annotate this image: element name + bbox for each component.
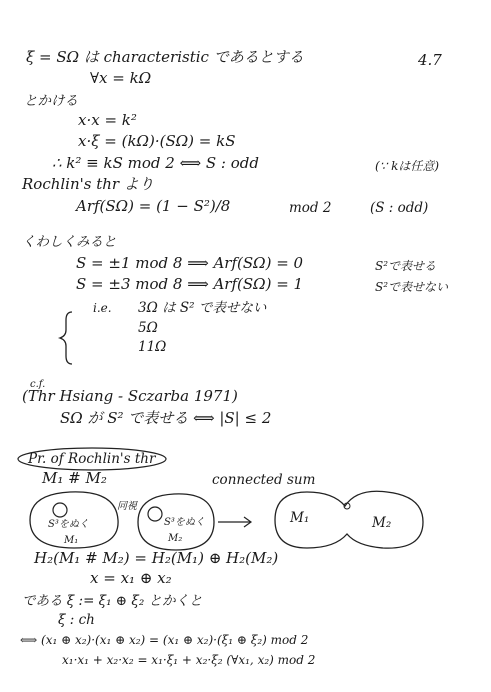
note-line: 3Ω は S² で表せない [138, 300, 267, 316]
note-line: connected sum [212, 472, 316, 488]
diagram-label: S³をぬく [48, 519, 89, 530]
note-line: S = ±3 mod 8 ⟹ Arf(SΩ) = 1 [76, 275, 304, 293]
diagram-label: 同視 [117, 501, 137, 512]
diagram-label: S³をぬく [164, 517, 205, 528]
note-line: Rochlin's thr より [22, 175, 154, 193]
note-line: H₂(M₁ # M₂) = H₂(M₁) ⊕ H₂(M₂) [34, 549, 279, 567]
note-line: x·ξ = (kΩ)·(SΩ) = kS [78, 132, 236, 150]
note-line: M₁ # M₂ [42, 469, 107, 487]
note-line: とかける [24, 93, 78, 109]
note-line: x·x = k² [78, 111, 137, 129]
note-line: 5Ω [138, 320, 158, 336]
note-line: (Thr Hsiang - Sczarba 1971) [22, 387, 238, 405]
hole-m2-shape [148, 507, 162, 521]
diagram-label: M₂ [372, 515, 392, 531]
note-line: (∵ kは任意) [375, 159, 440, 173]
note-line: (S : odd) [370, 200, 429, 216]
page-number: 4.7 [418, 51, 442, 69]
brace [60, 312, 72, 364]
note-line: S²で表せない [375, 280, 449, 294]
diagram-label: M₁ [290, 510, 310, 526]
note-line: c.f. [30, 379, 46, 390]
note-line: くわしくみると [22, 234, 117, 250]
note-line: x₁·x₁ + x₂·x₂ = x₁·ξ₁ + x₂·ξ₂ (∀x₁, x₂) mod 2 [62, 653, 316, 667]
note-line: x = x₁ ⊕ x₂ [90, 569, 172, 587]
note-line: Arf(SΩ) = (1 − S²)/8 [76, 197, 231, 215]
note-line: mod 2 [289, 200, 332, 216]
note-line: 11Ω [138, 339, 167, 355]
note-line: S²で表せる [375, 259, 437, 273]
note-line: である ξ := ξ₁ ⊕ ξ₂ とかくと [22, 593, 203, 609]
note-line: i.e. [93, 301, 112, 315]
proof-title: Pr. of Rochlin's thr [28, 451, 156, 467]
hole-m1-shape [53, 503, 67, 517]
note-line: ⟺ (x₁ ⊕ x₂)·(x₁ ⊕ x₂) = (x₁ ⊕ x₂)·(ξ₁ ⊕ ξ₂) mod 2 [20, 633, 309, 647]
note-line: ∴ k² ≡ kS mod 2 ⟺ S : odd [52, 154, 259, 172]
diagram-label: M₂ [168, 533, 183, 544]
note-line: ξ = SΩ は characteristic であるとする [26, 48, 304, 66]
note-line: ∀x = kΩ [90, 69, 152, 87]
diagram-label: M₁ [64, 535, 79, 546]
note-line: ξ : ch [58, 612, 95, 628]
note-line: SΩ が S² で表せる ⟺ |S| ≤ 2 [60, 409, 272, 427]
note-line: S = ±1 mod 8 ⟹ Arf(SΩ) = 0 [76, 254, 304, 272]
